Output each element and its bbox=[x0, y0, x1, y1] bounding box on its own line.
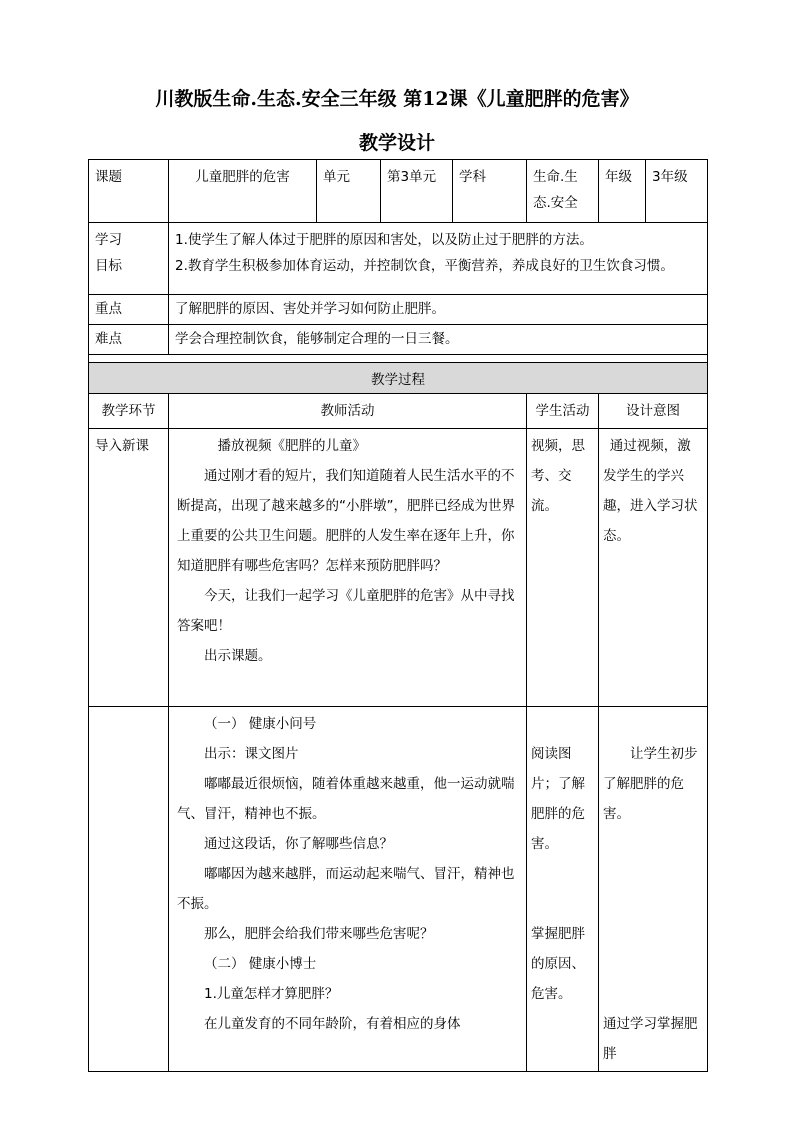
row2-student-1: 阅读图片；了解肥胖的危害。 bbox=[531, 746, 585, 852]
row2-teacher-p8: 1.儿童怎样才算肥胖？ bbox=[204, 986, 339, 1002]
row2-teacher-p7: （二） 健康小博士 bbox=[204, 956, 317, 972]
topic-value: 儿童肥胖的危害 bbox=[169, 160, 317, 223]
row1-stage: 导入新课 bbox=[89, 429, 169, 707]
col-stage-header: 教学环节 bbox=[89, 394, 169, 429]
goals-label-line1: 学习 bbox=[95, 232, 122, 248]
subject-label: 学科 bbox=[453, 160, 527, 223]
row2-student bbox=[527, 707, 599, 1072]
subject-value-line2: 态.安全 bbox=[533, 195, 578, 211]
goals-label-line2: 目标 bbox=[95, 258, 122, 274]
subject-value bbox=[527, 160, 599, 223]
spacer-row bbox=[89, 355, 708, 363]
unit-value: 第3单元 bbox=[381, 160, 453, 223]
col-teacher-header: 教师活动 bbox=[169, 394, 527, 429]
key-point-label: 重点 bbox=[89, 295, 169, 325]
row2-intent-2: 通过学习掌握肥胖 bbox=[603, 1016, 698, 1062]
goals-label bbox=[89, 223, 169, 295]
grade-label: 年级 bbox=[599, 160, 646, 223]
col-student-header: 学生活动 bbox=[527, 394, 599, 429]
row1-teacher bbox=[169, 429, 527, 707]
goal-2: 2.教育学生积极参加体育运动，并控制饮食，平衡营养，养成良好的卫生饮食习惯。 bbox=[175, 258, 674, 274]
grade-value: 3年级 bbox=[646, 160, 708, 223]
row2-stage bbox=[89, 707, 169, 1072]
row1-teacher-p3: 今天，让我们一起学习《儿童肥胖的危害》从中寻找答案吧！ bbox=[177, 588, 515, 634]
unit-label: 单元 bbox=[317, 160, 381, 223]
row2-intent bbox=[599, 707, 708, 1072]
col-intent-header: 设计意图 bbox=[599, 394, 708, 429]
goals-content bbox=[169, 223, 708, 295]
row2-student-2: 掌握肥胖的原因、危害。 bbox=[531, 926, 585, 1002]
process-header: 教学过程 bbox=[89, 363, 708, 394]
row1-teacher-p1: 播放视频《肥胖的儿童》 bbox=[217, 438, 366, 454]
row2-teacher-p6: 那么，肥胖会给我们带来哪些危害呢？ bbox=[204, 926, 434, 942]
goal-1: 1.使学生了解人体过于肥胖的原因和害处，以及防止过于肥胖的方法。 bbox=[175, 232, 593, 248]
topic-label: 课题 bbox=[89, 160, 169, 223]
document-subtitle: 教学设计 bbox=[358, 132, 435, 154]
difficulty-value: 学会合理控制饮食，能够制定合理的一日三餐。 bbox=[169, 325, 708, 355]
row2-teacher-p4: 通过这段话，你了解哪些信息？ bbox=[204, 836, 393, 852]
row1-teacher-p2: 通过刚才看的短片，我们知道随着人民生活水平的不断提高，出现了越来越多的“小胖墩”，肥胖已经成为世界上重要的公共卫生问题。肥胖的人发生率在逐年上升，你知道肥胖有哪些危害吗？怎样来预防肥胖吗？ bbox=[177, 468, 515, 574]
row2-teacher-p5: 嘟嘟因为越来越胖，而运动起来喘气、冒汗，精神也不振。 bbox=[177, 866, 515, 912]
difficulty-label: 难点 bbox=[89, 325, 169, 355]
row2-teacher-p2: 出示：课文图片 bbox=[204, 746, 299, 762]
row2-teacher-p9: 在儿童发育的不同年龄阶，有着相应的身体 bbox=[204, 1016, 461, 1032]
row2-teacher-p3: 嘟嘟最近很烦恼，随着体重越来越重，他一运动就喘气、冒汗，精神也不振。 bbox=[177, 776, 515, 822]
row1-student: 视频，思考、交流。 bbox=[527, 429, 599, 707]
row1-teacher-p4: 出示课题。 bbox=[204, 648, 272, 664]
row2-teacher bbox=[169, 707, 527, 1072]
lesson-plan-table bbox=[88, 159, 708, 1072]
key-point-value: 了解肥胖的原因、害处并学习如何防止肥胖。 bbox=[169, 295, 708, 325]
document-title: 川教版生命.生态.安全三年级 第12课《儿童肥胖的危害》 bbox=[155, 88, 639, 110]
row2-intent-1: 让学生初步了解肥胖的危害。 bbox=[603, 746, 698, 822]
row2-teacher-p1: （一） 健康小问号 bbox=[204, 716, 317, 732]
subject-value-line1: 生命.生 bbox=[533, 169, 578, 185]
row1-intent: 通过视频，激发学生的学兴趣，进入学习状态。 bbox=[599, 429, 708, 707]
